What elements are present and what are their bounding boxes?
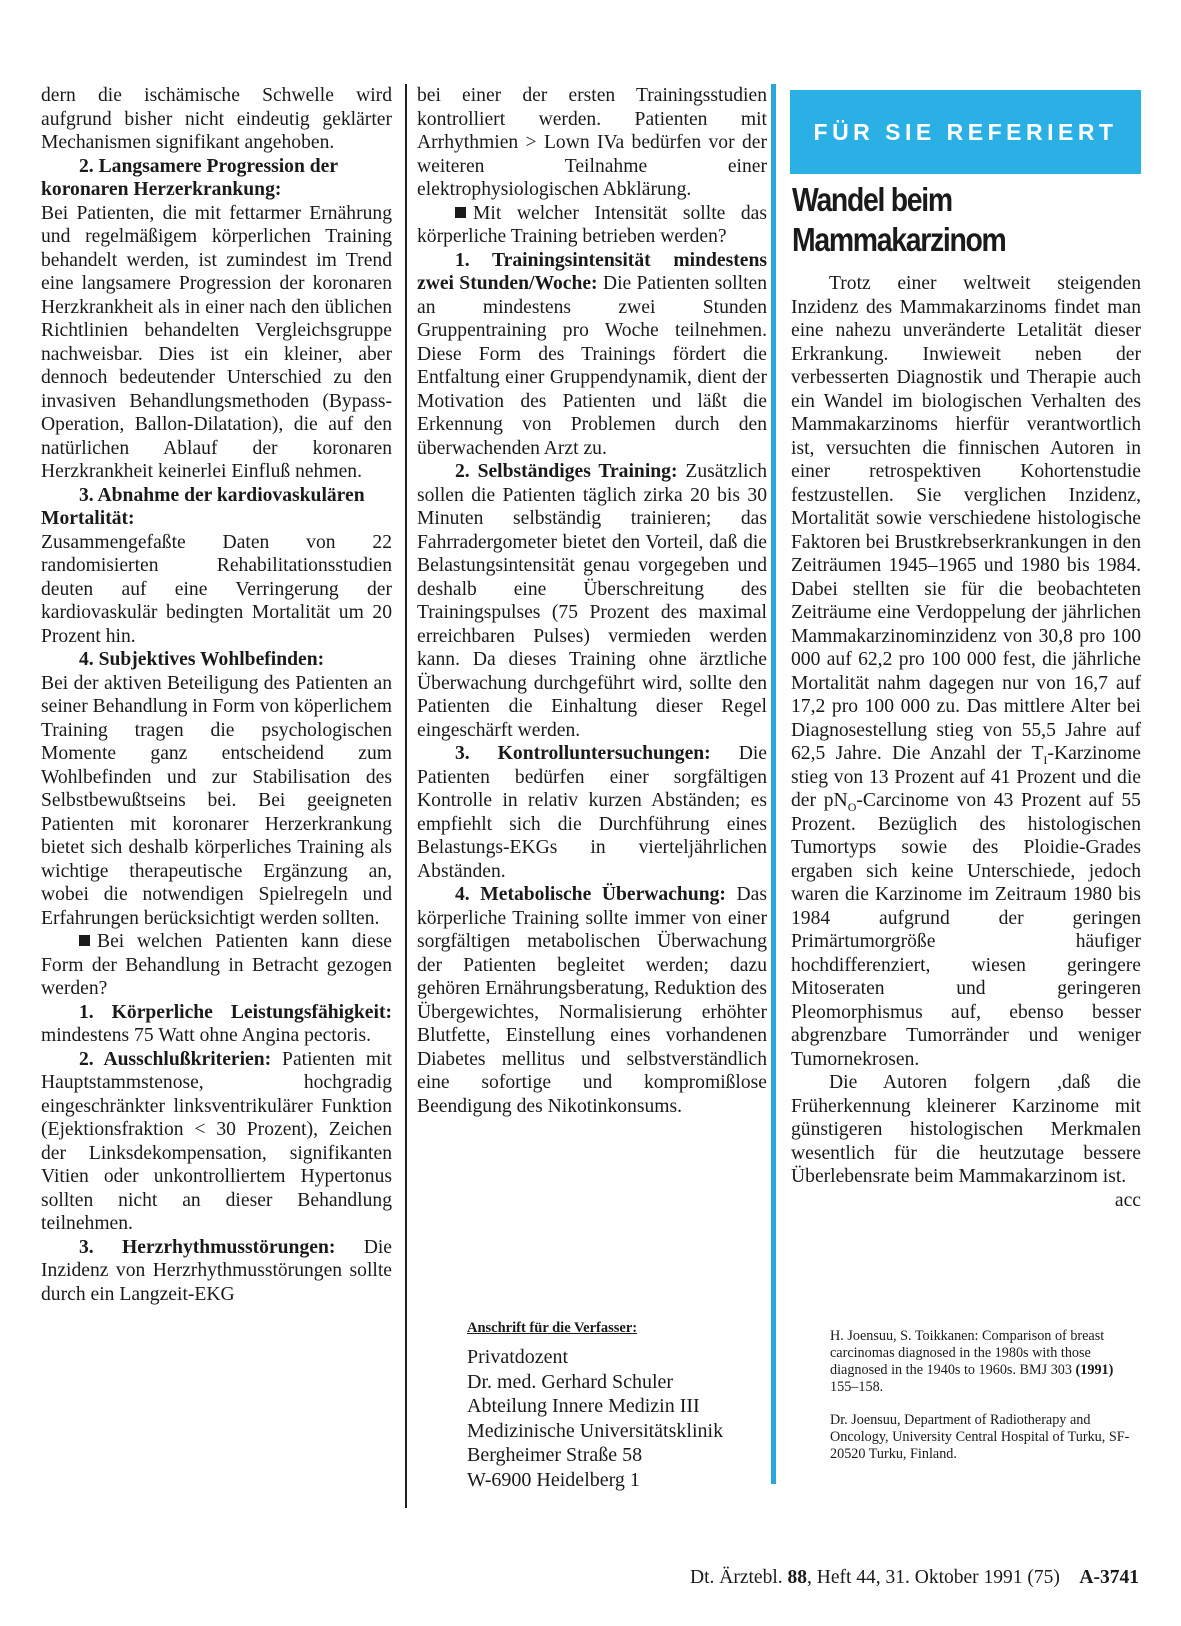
address-line: W-6900 Heidelberg 1 (467, 1468, 640, 1491)
author-initials: acc (1114, 1189, 1141, 1211)
paragraph: dern die ischämische Schwelle wird aufgrund bisher nicht eindeutig geklärter Mechanismen signifikant angehoben. (41, 85, 392, 153)
signoff-line (791, 1189, 1141, 1213)
paragraph (41, 1236, 392, 1307)
question-text: Bei welchen Patienten kann diese Form der Behandlung in Betracht gezogen werden? (41, 931, 392, 999)
box-title (792, 180, 1093, 260)
address-line: Abteilung Innere Medizin III (467, 1395, 700, 1417)
column-divider (405, 84, 407, 1508)
reference-citation (830, 1328, 1142, 1396)
section-banner (790, 90, 1141, 174)
subscript: O (847, 799, 857, 814)
citation-text (830, 1328, 1142, 1396)
paragraph-text: Die Patienten sollten an mindestens zwei Stunden Gruppentraining pro Woche teilnehmen. Diese Form des Trainings fördert die Entfaltung einer Gruppendynamik, dient der Motivation des Patienten und läßt die Erkennung von Problemen durch den überwachenden Arzt zu. (417, 273, 768, 459)
column-2 (417, 84, 767, 1118)
paragraph (417, 883, 767, 1118)
address-line: Privatdozent (467, 1346, 569, 1368)
square-bullet-icon (79, 935, 90, 946)
inline-heading: 2. Selbständiges Training: (455, 461, 678, 482)
paragraph (417, 742, 767, 883)
citation-year: (1991) (1075, 1362, 1114, 1378)
page-footer (690, 1567, 1139, 1589)
paragraph-text: -Karzinome stieg von 13 Prozent auf 41 Prozent und die der pN (791, 743, 1141, 811)
box-accent-rule (771, 84, 776, 1484)
citation-part: H. Joensuu, S. Toikkanen: Comparison of breast carcinomas diagnosed in the 1980s with those diagnosed in the 1940s to 1960s. BMJ 303 (830, 1328, 1105, 1378)
paragraph: Die Autoren folgern ,daß die Früherkennung kleinerer Karzinome mit günstigeren histologischen Merkmalen wesentlich für die heutzutage bessere Überlebensrate beim Mammakarzinom ist. (791, 1072, 1141, 1187)
box-title-line: Mammakarzinom (792, 221, 1006, 258)
citation-part: 155–158. (830, 1379, 884, 1395)
section-heading: 2. Langsamere Progression der koronaren Herzerkrankung: (41, 155, 338, 200)
banner-label: FÜR SIE REFERIERT (813, 118, 1118, 145)
box-body (791, 272, 1141, 1212)
paragraph-text: Zusätzlich sollen die Patienten täglich zirka 20 bis 30 Minuten selbständig trainieren; das Fahrradergometer bietet den Vorteil, daß die Belastungsintensität genau vorgegeben und deshalb eine Überschreitung des Trainingspulses (75 Prozent des maximal erreichbaren Pulses) vermieden werden kann. Da dieses Training ohne ärztliche Überwachung durchgeführt wird, sollte den Patienten die Einhaltung dieser Regel eingeschärft werden. (417, 461, 767, 741)
journal-name: Dt. Ärztebl. (690, 1567, 788, 1588)
page-number: A-3741 (1079, 1567, 1139, 1588)
paragraph-text: Das körperliche Training sollte immer von einer sorgfältigen metabolischen Überwachung der Patienten begleitet werden; dazu gehören Ernährungsberatung, Reduktion des Übergewichtes, Normalisierung erhöhter Blutfette, Einstellung eines vorhandenen Diabetes mellitus und selbstverständlich eine sofortige und kompromißlose Beendigung des Nikotinkonsums. (417, 884, 767, 1117)
question-text: Mit welcher Intensität sollte das körperliche Training betrieben werden? (417, 202, 767, 247)
question-paragraph (41, 930, 392, 1001)
box-title-line: Wandel beim (792, 181, 952, 218)
paragraph-text: -Carcinome von 43 Prozent auf 55 Prozent. Bezüglich des histologischen Tumortyps sowie des Ploidie-Grades ergaben sich keine Unterschiede, jedoch waren die Karzinome im Zeitraum 1980 bis 1984 aufgrund der geringen Primärtumorgröße häufiger hochdifferenziert, wiesen geringere Mitoseraten und geringeren Pleomorphismus auf, ebenso besser abgrenzbare Tumorränder und weniger Tumornekrosen. (791, 790, 1141, 1070)
inline-heading: 3. Herzrhythmusstörungen: (79, 1236, 336, 1258)
section-heading: 4. Subjektives Wohlbefinden: (79, 649, 325, 670)
inline-heading: 1. Trainingsintensität mindestens zwei Stunden/Woche: (417, 249, 767, 294)
square-bullet-icon (455, 207, 466, 218)
paragraph: Bei Patienten, die mit fettarmer Ernährung und regelmäßigem körperlichen Training behandelt werden, ist zumindest im Trend eine langsamere Progression der koronaren Herzkrankheit als in einer nach den üblichen Richtlinien behandelten Vergleichsgruppe nachweisbar. Dies ist ein kleiner, aber dennoch bedeutender Unterschied zu den invasiven Behandlungsmethoden (Bypass-Operation, Ballon-Dilatation), die auf den natürlichen Ablauf der koronaren Herzkrankheit keinerlei Einfluß nehmen. (41, 202, 392, 482)
inline-heading: 2. Ausschlußkriterien: (79, 1048, 272, 1070)
address-line: Medizinische Universitätsklinik (467, 1419, 724, 1442)
paragraph: bei einer der ersten Trainingsstudien kontrolliert werden. Patienten mit Arrhythmien > Lown IVa bedürfen vor der weiteren Teilnahme einer elektrophysiologischen Abklärung. (417, 85, 767, 200)
author-address (467, 1320, 777, 1492)
paragraph-text: Trotz einer weltweit steigenden Inzidenz des Mammakarzinoms findet man eine nahezu unveränderte Letalität dieser Erkrankung. Inwieweit neben der verbesserten Diagnostik und Therapie auch ein Wandel im biologischen Verhalten des Mammakarzinoms hierfür verantwortlich ist, versuchten die finnischen Autoren in einer retrospektiven Kohortenstudie festzustellen. Sie verglichen Inzidenz, Mortalität sowie verschiedene histologische Faktoren bei Brustkrebserkrankungen in den Zeiträumen 1945–1965 und 1980 bis 1984. Dabei stellten sie für die beobachteten Zeiträume eine Verdoppelung der jährlichen Mammakarzinominzidenz von 30,8 pro 100 000 auf 62,2 pro 100 000 fest, die jährliche Mortalität nahm dagegen nur von 16,7 auf 17,2 pro 100 000 zu. Das mittlere Alter bei Diagnosestellung stieg von 55,5 Jahre auf 62,5 Jahre. Die Anzahl der T (791, 273, 1141, 764)
paragraph (41, 1048, 392, 1236)
paragraph (41, 1001, 392, 1048)
issue-info: , Heft 44, 31. Oktober 1991 (75) (807, 1567, 1060, 1588)
column-1 (41, 84, 392, 1306)
address-line: Dr. med. Gerhard Schuler (467, 1370, 674, 1393)
inline-heading: 3. Kontrolluntersuchungen: (455, 743, 711, 764)
paragraph-text: Die Patienten bedürfen einer sorgfältigen Kontrolle in relativ kurzen Abständen; es empfiehlt sich die Durchführung eines Belastungs-EKGs in vierteljährlichen Abständen. (417, 743, 767, 882)
address-line: Bergheimer Straße 58 (467, 1444, 643, 1466)
paragraph (417, 460, 767, 742)
paragraph-text: Patienten mit Hauptstammstenose, hochgradig eingeschränkter linksventrikulärer Funktion (Ejektionsfraktion < 30 Prozent), Zeichen der Linksdekompensation, signifikanten Vitien oder unkontrolliertem Hypertonus sollten nicht an dieser Behandlung teilnehmen. (41, 1048, 392, 1234)
paragraph (791, 272, 1141, 1071)
paragraph-text: Die Inzidenz von Herzrhythmusstörungen sollte durch ein Langzeit-EKG (41, 1236, 392, 1305)
paragraph (417, 249, 767, 461)
paragraph-text: mindestens 75 Watt ohne Angina pectoris. (41, 1025, 372, 1046)
reference-affiliation (830, 1412, 1142, 1463)
question-paragraph (417, 202, 767, 249)
inline-heading: 4. Metabolische Überwachung: (455, 884, 726, 905)
address-label: Anschrift für die Verfasser: (467, 1320, 638, 1336)
volume-number: 88 (787, 1567, 807, 1588)
section-heading: 3. Abnahme der kardiovaskulären Mortalität: (41, 484, 365, 529)
paragraph: Zusammengefaßte Daten von 22 randomisierten Rehabilitationsstudien deuten auf eine Verringerung der kardiovaskulär bedingten Mortalität um 20 Prozent hin. (41, 531, 392, 647)
paragraph: Bei der aktiven Beteiligung des Patienten an seiner Behandlung in Form von köperlichem Training tragen die psychologischen Momente ganz entscheidend zum Wohlbefinden und zur Stabilisation des Selbstbewußtseins bei. Bei geeigneten Patienten mit koronarer Herzerkrankung bietet sich deshalb körperliches Training als wichtige therapeutische Ergänzung an, wobei die notwendigen Spielregeln und Erfahrungen berücksichtigt werden sollten. (41, 672, 392, 929)
inline-heading: 1. Körperliche Leistungsfähigkeit: (79, 1001, 392, 1023)
subscript: I (1043, 752, 1048, 767)
affiliation-text: Dr. Joensuu, Department of Radiotherapy and Oncology, University Central Hospital of Turku, SF-20520 Turku, Finland. (830, 1412, 1130, 1462)
